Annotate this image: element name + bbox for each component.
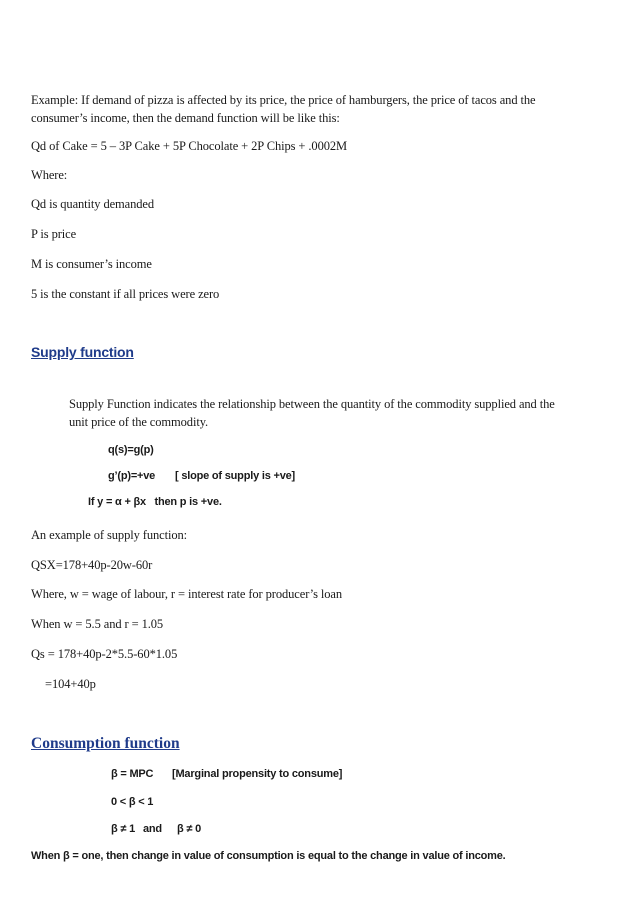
supply-formula-1: q(s)=g(p) (108, 444, 154, 456)
supply-example-intro: An example of supply function: (31, 528, 187, 542)
supply-formula-2-note: [ slope of supply is +ve] (175, 470, 296, 482)
demand-def-p: P is price (31, 227, 77, 241)
demand-example-line-1: Example: If demand of pizza is affected by its price, the price of hamburgers, the price of tacos and the (31, 93, 536, 107)
supply-when-line: When w = 5.5 and r = 1.05 (31, 617, 164, 631)
supply-desc-line-1: Supply Function indicates the relationship between the quantity of the commodity supplied and the (69, 397, 555, 411)
consumption-neq-zero: β ≠ 0 (177, 823, 201, 835)
supply-result: =104+40p (45, 677, 96, 691)
demand-where-label: Where: (31, 168, 68, 182)
demand-def-constant: 5 is the constant if all prices were zero (31, 287, 220, 301)
supply-qs-line: Qs = 178+40p-2*5.5-60*1.05 (31, 647, 178, 661)
consumption-range: 0 < β < 1 (111, 796, 154, 808)
supply-where-line: Where, w = wage of labour, r = interest rate for producer’s loan (31, 587, 343, 601)
supply-heading: Supply function (31, 344, 134, 360)
supply-formula-3: If y = α + βx then p is +ve. (88, 496, 222, 508)
consumption-mpc-note: [Marginal propensity to consume] (172, 768, 343, 780)
consumption-neq-one: β ≠ 1 (111, 823, 135, 835)
demand-equation: Qd of Cake = 5 – 3P Cake + 5P Chocolate + 2P Chips + .0002M (31, 139, 348, 153)
supply-desc-line-2: unit price of the commodity. (69, 415, 209, 429)
demand-def-m: M is consumer’s income (31, 257, 152, 271)
supply-equation: QSX=178+40p-20w-60r (31, 558, 153, 572)
consumption-mpc: β = MPC (111, 768, 154, 780)
demand-def-qd: Qd is quantity demanded (31, 197, 155, 211)
consumption-when-line: When β = one, then change in value of consumption is equal to the change in value of income. (31, 850, 506, 862)
consumption-and: and (143, 823, 162, 835)
consumption-heading: Consumption function (31, 735, 180, 752)
demand-example-line-2: consumer’s income, then the demand function will be like this: (31, 111, 340, 125)
supply-formula-2: g’(p)=+ve (108, 470, 156, 482)
